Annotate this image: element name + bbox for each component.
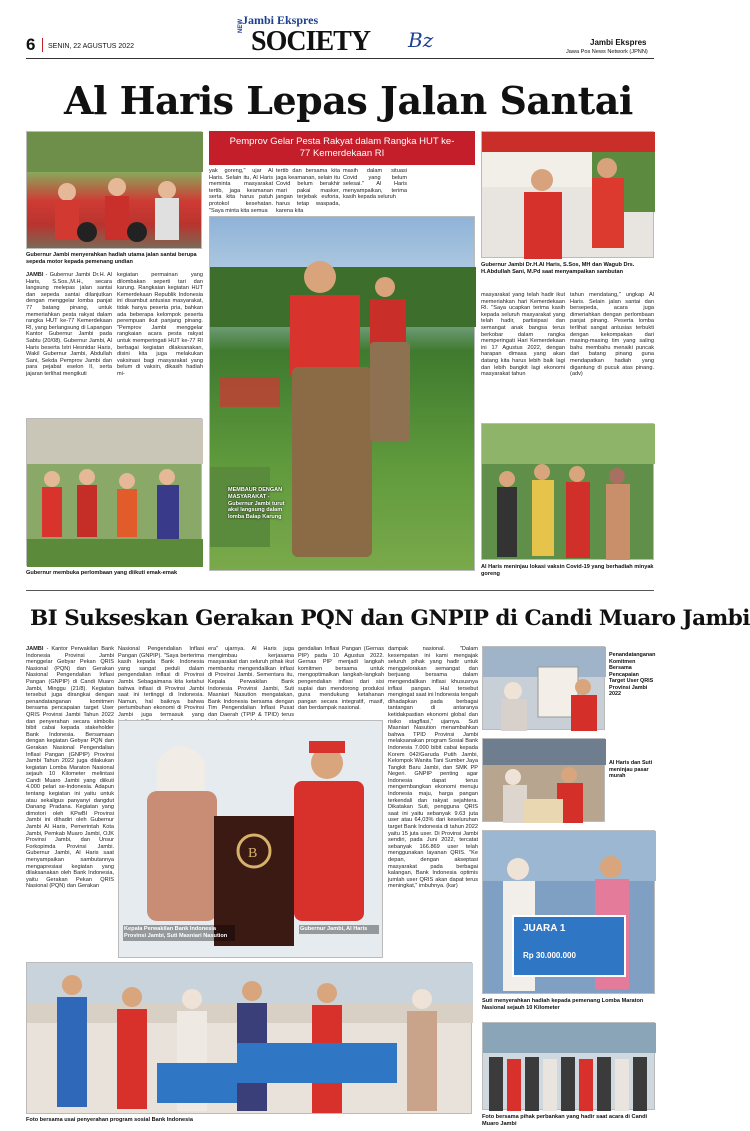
photo-marathon-prize	[482, 830, 655, 994]
caption-bi-head: Kepala Perwakilan Bank Indonesia Provinsi Jambi, Suti Masniari Nasution	[123, 925, 235, 941]
photo-bank-group	[482, 1022, 655, 1110]
caption-governor-speech: Gubernur Jambi Dr.H.Al Haris, S.Sos, MH dan Wagub Drs. H.Abdullah Sani, M.Pd saat menyampaikan sambutan	[481, 262, 635, 275]
article1-column-1: JAMBI - Gubernur Jambi Dr.H. Al Haris, S.Sos.,M.H., secara langsung melepas jalan santai dan sepeda santai dilanjutkan dengan menggelar lomba panjat 77 batang pinang, untuk memeriahkan pesta rakyat dalam rangka HUT ke-77 Kemerdekaan RI, yang berlangsung di Lapangan Kantor Gubernur Jambi pada Sabtu (20/08). Gubernur Jambi, Al Haris beserta Istri Hesnidar Haris, Wakil Gubernur Jambi, Abdullah Sani, Sekda Pemprov Jambi dan para pejabat eselon II, serta jajaran terlihat mengikuti	[26, 272, 112, 377]
article1-column-2: kegiatan permainan yang dilombakan seperti tari dan karung. Rangkaian kegiatan HUT Kemerdekaan Republik Indonesia ini disambut antusias masyarakat, tidak hanya peserta pria, bahkan ada beberapa kelompok peserta perempuan ikut panjang pinang. "Pemprov Jambi menggelar rangkaian acara pesta rakyat untuk memperingati HUT ke-77 RI berbagai kegiatan dilaksanakan, disini kita juga melakukan vaksinasi bagi masyarakat yang belum di vaksin, dikasih hadiah mi-	[117, 272, 203, 377]
header-rule	[26, 58, 654, 59]
article2-column-3: era" ujarnya. Al Haris juga mengimbau kerjasama masyarakat dan seluruh pihak ikut membantu mengendalikan inflasi di Provinsi Jambi. Sementara itu, Kepala Perwakilan Bank Indonesia Provinsi Jambi, Suti Masniari Nasution mengatakan, Bank Indonesia bersama dengan Tim Pengendalian Inflasi Pusat dan Daerah (TPIP & TPID) terus	[208, 646, 294, 718]
svg-text:B: B	[248, 846, 258, 861]
brand-small: Jambi Ekspres	[242, 13, 319, 27]
caption-cheap-market: Al Haris dan Suti meninjau pasar murah	[609, 760, 653, 779]
right-subtitle: Jawa Pos News Network (JPNN)	[566, 49, 648, 55]
photo-commitment-signing	[482, 646, 605, 730]
caption-women-race: Gubernur membuka perlombaan yang diikuti emak-emak	[26, 570, 178, 576]
page-header	[0, 0, 677, 60]
article1-column-3: yak goreng," ujar Al Haris. Selain itu, Al Haris meminta masyarakat tertib, jaga keamanan serta kita harus patuh protokol kesehatan. "Saya minta kita semua	[209, 168, 273, 214]
caption-marathon: Suti menyerahkan hadiah kepada pemenang Lomba Maraton Nasional sejauh 10 Kilometer	[482, 998, 644, 1011]
article1-column-6: masyarakat yang telah hadir ikut memeriahkan hari Kemerdekaan RI. "Saya ucapkan terima kasih kepada seluruh masyarakat yang telah hadir, partisipasi dan semangat anak bangsa terus berkobar dalam rangka memperingati Hari Kemerdekaan ini 17 Agustus 2022, dengan harapan dimasa yang akan datang kita harus lebih baik lagi dan lebih bangkit lagi ekonomi masyarakat tahun	[481, 292, 565, 378]
section-script: Bz	[408, 28, 434, 52]
photo-social-program	[26, 962, 472, 1114]
photo-bi-speakers	[118, 720, 383, 958]
article1-dateline: JAMBI	[26, 272, 44, 278]
right-title: Jambi Ekspres	[590, 38, 647, 47]
photo-governor-speech	[481, 131, 654, 258]
article2-column-1: JAMBI - Kantor Perwakilan Bank Indonesia Provinsi Jambi menggelar Gebyar Pekan QRIS Nasional (PQN) dan Gerakan Nasional Pengendalian Inflasi Pangan (GNPIP) di Candi Muaro Jambi, Minggu (21/8). Kegiatan tersebut juga dirangkai dengan penandatanganan komitmen bersama pencapaian target User QRIS Provinsi Jambi Tahun 2022 dan penyerahan secara simbolis bibit cabai kepada stakeholder Bank Indonesia. Bersamaan dengan kegiatan Gebyar PQN dan Gerakan Nasional Pengendalian Inflasi Pangan (GNPIP) Provinsi Jambi Tahun 2022 juga dilakukan kegiatan Lomba Maraton Nasional sejauh 10 Kilometer melintasi Candi Muaro Jambi yang diikuti 4.000 pelari se-Indonesia. Adapun tentang kegiatan ini yaitu untuk atau sekaligus panyanyi dangdut Danang Pradana. Kegiatan yang dimotori oleh KPwBI Provinsi Jambi ini dihadiri oleh Gubernur Jambi Al Haris, Pemerintah Kota Jambi, Pemkab Muaro Jambi, OJK Provinsi Jambi, dan Unsur Forkopimda Provinsi Jambi. Gubernur Jambi, Al Haris saat menyampaikan sambutannya mengapresiasi kegiatan yang dilaksanakan oleh Bank Indonesia, yaitu Gerakan Pekan QRIS Nasional (PQN) dan Gerakan	[26, 646, 114, 890]
section-divider	[26, 590, 654, 591]
caption-social-program: Foto bersama usai penyerahan program sosial Bank Indonesia	[26, 1117, 193, 1123]
caption-commitment: Penandatanganan Komitmen Bersama Pencapaian Target User QRIS Provinsi Jambi 2022	[609, 652, 656, 697]
article2-column-2: Nasional Pengendalian Inflasi Pangan (GNPIP). "Saya berterima kasih kepada Bank Indonesia yang sangat peduli dalam pengendalian inflasi di Provinsi Jambi. Sebagaimana kita ketahui bahwa inflasi di Provinsi Jambi saat ini tertinggi di Indonesia. Namun, hal baiknya bahwa pertumbuhan ekonomi di Provinsi Jambi juga termasuk yang	[118, 646, 204, 718]
caption-governor-bi: Gubernur Jambi, Al Haris	[299, 925, 379, 934]
page-number: 6	[26, 35, 36, 54]
prize-board-title: JUARA 1	[523, 923, 566, 934]
photo-women-race	[26, 418, 202, 566]
photo-vaccine-site	[481, 423, 654, 560]
article1-column-5: masih dalam situasi Covid yang belum selesai." Al Haris menyampaikan, terima kasih kepada seluruh	[343, 168, 407, 201]
photo-cheap-market	[482, 738, 605, 822]
caption-center-photo: MEMBAUR DENGAN MASYARAKAT - Gubernur Jambi turut aksi langsung dalam lomba Balap Karung	[228, 487, 285, 521]
caption-bank-group: Foto bersama pihak perbankan yang hadir saat acara di Candi Muaro Jambi	[482, 1114, 648, 1127]
article1-column-4: tertib dan bersama kita jaga keamanan, selain itu Covid belum berakhir mari pakai masker, jangan terjebak euforia, harus tetap waspada, karena kita	[276, 168, 340, 214]
photo-motorbike-prize	[26, 131, 202, 249]
article1-headline: Al Haris Lepas Jalan Santai	[64, 78, 633, 123]
article1-subhead: Pemprov Gelar Pesta Rakyat dalam Rangka HUT ke-77 Kemerdekaan RI	[229, 136, 455, 159]
issue-date: SENIN, 22 AGUSTUS 2022	[48, 43, 134, 50]
article1-subhead-box	[209, 131, 475, 165]
article2-headline: BI Sukseskan Gerakan PQN dan GNPIP di Candi Muaro Jambi	[30, 606, 750, 631]
section-title: SOCIETY	[251, 26, 371, 57]
brand-new: NEW	[238, 19, 244, 33]
header-divider	[42, 38, 43, 52]
caption-motorbike: Gubernur Jambi menyerahkan hadiah utama jalan santai berupa sepeda motor kepada pemenang undian	[26, 252, 197, 265]
article2-column-5: dampak nasional. "Dalam kesempatan ini kami mengajak seluruh pihak yang hadir untuk menggelorakan semangat dan berjuang bersama dalam mengendalikan inflasi khususnya inflasi pangan. Hal tersebut mengingat saat ini Indonesia tengah dihadapkan pada berbagai tantangan di antaranya ketidakpastian ekonomi global dan risiko stagflasi," ujarnya. Suti Masniari Nasution menambahkan bahwa TPID Provinsi Jambi melaksanakan program Sosial Bank Indonesia 7.000 bibit cabai kepada Korem 042/Garuda Putih Jambi, Kelompok Wanita Tani Sumber Jaya Tangkit Baru Jambi, dan SMK PP Negeri. GNPIP penting agar Indonesia dapat terus mengembangkan ekonomi menuju Indonesia maju, harga pangan terkendali dan rakyat sejahtera. Dikatakan Suti, pengguna QRIS saat ini yaitu sebanyak 9.63 juta user atau 64,03% dari keseluruhan target Bank Indonesia di tahun 2022 yaitu 15 juta user. Di Provinsi Jambi sendiri, pada Juni 2022, tercatat sebanyak 166.869 user telah menggunakan layanan QRIS. "Ke depan, dengan akseptasi masyarakat pada berbagai kalangan, Bank Indonesia optimis jumlah user QRIS akan dapat terus meningkat," imbuhnya. (kar)	[388, 646, 478, 890]
photo-sack-race	[209, 216, 475, 571]
caption-vaccine-site: Al Haris meninjau lokasi vaksin Covid-19 yang berhadiah minyak goreng	[481, 564, 654, 577]
article2-dateline: JAMBI	[26, 646, 44, 652]
article2-column-4: gendalian Inflasi Pangan (Gernas PIP) pada 10 Agustus 2022. Gernas PIP menjadi langkah komitmen bersama untuk mengoptimalkan langkah-langkah pengendalian inflasi dari sisi suplai dan mendorong produksi guna mendukung ketahanan pangan secara integratif, masif, dan berdampak nasional.	[298, 646, 384, 712]
article1-column-7: tahun mendatang," ungkap Al Haris. Selain jalan santai dan bersepeda, acara juga dimeriahkan dengan perlombaan panjat pinang. Peserta lomba terlihat sangat antusias terbukti dengan kekompakan dari masing-masing tim yang saling bahu membahu menaiki puncak dari batang pinang guna mendapatkan hadiah yang digantung di pucuk atas pinang. (adv)	[570, 292, 654, 378]
prize-board-amount: Rp 30.000.000	[523, 951, 576, 960]
